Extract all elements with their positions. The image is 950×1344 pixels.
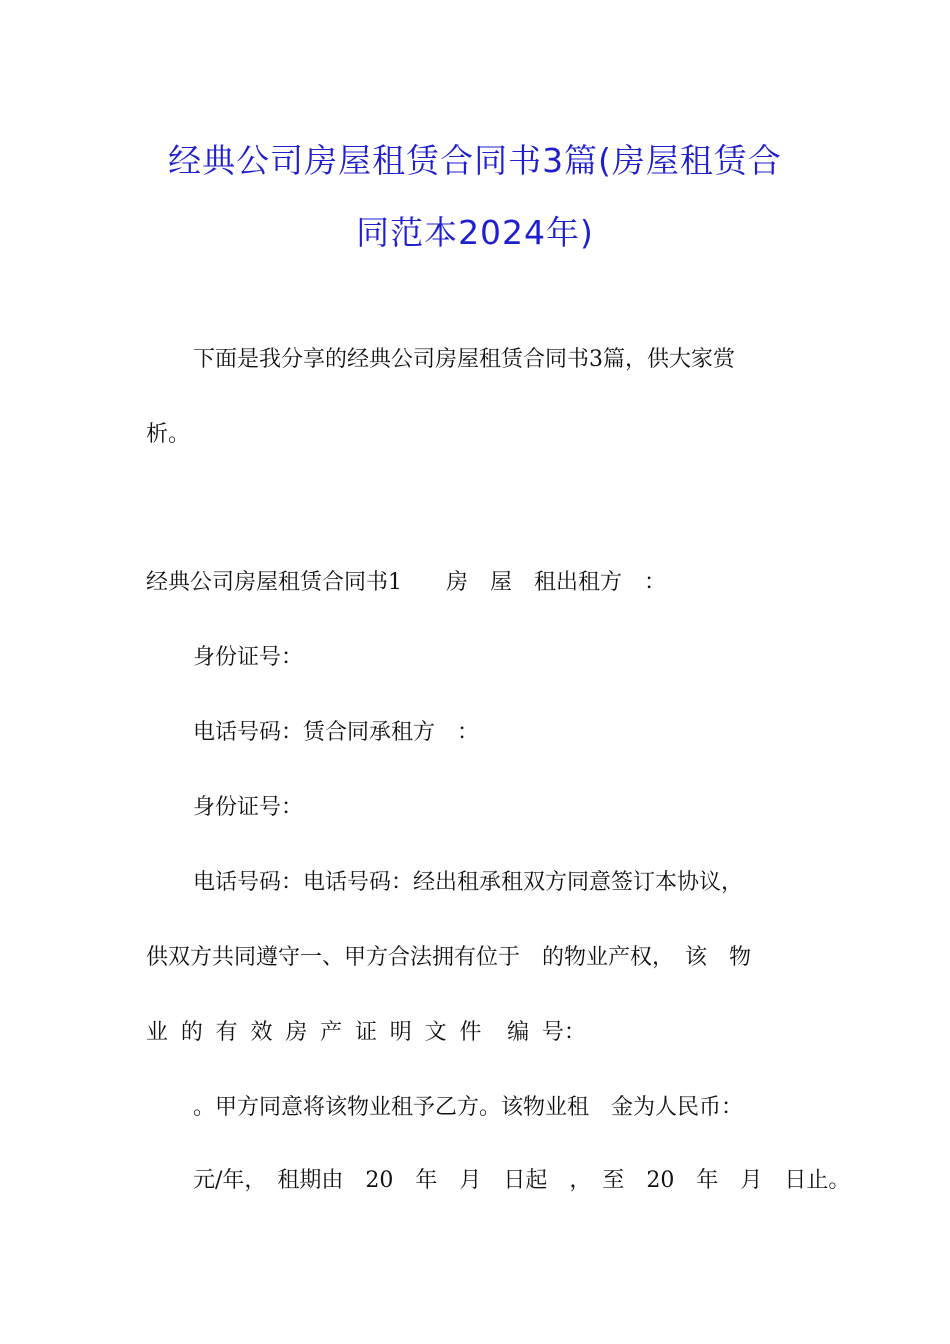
clause-line-2 bbox=[146, 1018, 586, 1048]
intro-paragraph-line-2: 析。 bbox=[146, 422, 191, 447]
clause-char: 明 bbox=[389, 1020, 412, 1045]
intro-paragraph-line-1: 下面是我分享的经典公司房屋租赁合同书3篇，供大家赏 bbox=[193, 347, 735, 372]
lessee-id-number-line: 身份证号： bbox=[193, 795, 304, 820]
clause-char: 证 bbox=[354, 1020, 377, 1045]
clause-line-1: 供双方共同遵守一、甲方合法拥有位于 的物业产权， 该 物 bbox=[146, 945, 752, 970]
clause-char: 效 bbox=[250, 1020, 273, 1045]
lessor-id-number-line: 身份证号： bbox=[193, 645, 304, 670]
clause-char: 业 bbox=[146, 1020, 169, 1045]
document-title-line-2: 同范本2024年) bbox=[356, 213, 594, 252]
clause-char: 文 bbox=[424, 1020, 447, 1045]
clause-line-4: 元/年， 租期由 20 年 月 日起 ， 至 20 年 月 日止。 bbox=[193, 1168, 851, 1193]
clause-char: 房 bbox=[285, 1020, 308, 1045]
clause-char: 件 bbox=[459, 1020, 482, 1045]
clause-char: 编 bbox=[507, 1020, 530, 1045]
contract-heading-line: 经典公司房屋租赁合同书1 房 屋 租出租方 ： bbox=[146, 570, 666, 595]
clause-char: 有 bbox=[215, 1020, 238, 1045]
lessor-phone-line: 电话号码：赁合同承租方 ： bbox=[193, 720, 480, 745]
document-title-line-1: 经典公司房屋租赁合同书3篇(房屋租赁合 bbox=[168, 141, 782, 180]
clause-char: 号： bbox=[541, 1020, 586, 1045]
clause-char: 产 bbox=[320, 1020, 343, 1045]
clause-line-3: 。甲方同意将该物业租予乙方。该物业租 金为人民币： bbox=[193, 1095, 744, 1120]
clause-char: 的 bbox=[180, 1020, 203, 1045]
lessee-phone-line: 电话号码：电话号码：经出租承租双方同意签订本协议， bbox=[193, 870, 744, 895]
